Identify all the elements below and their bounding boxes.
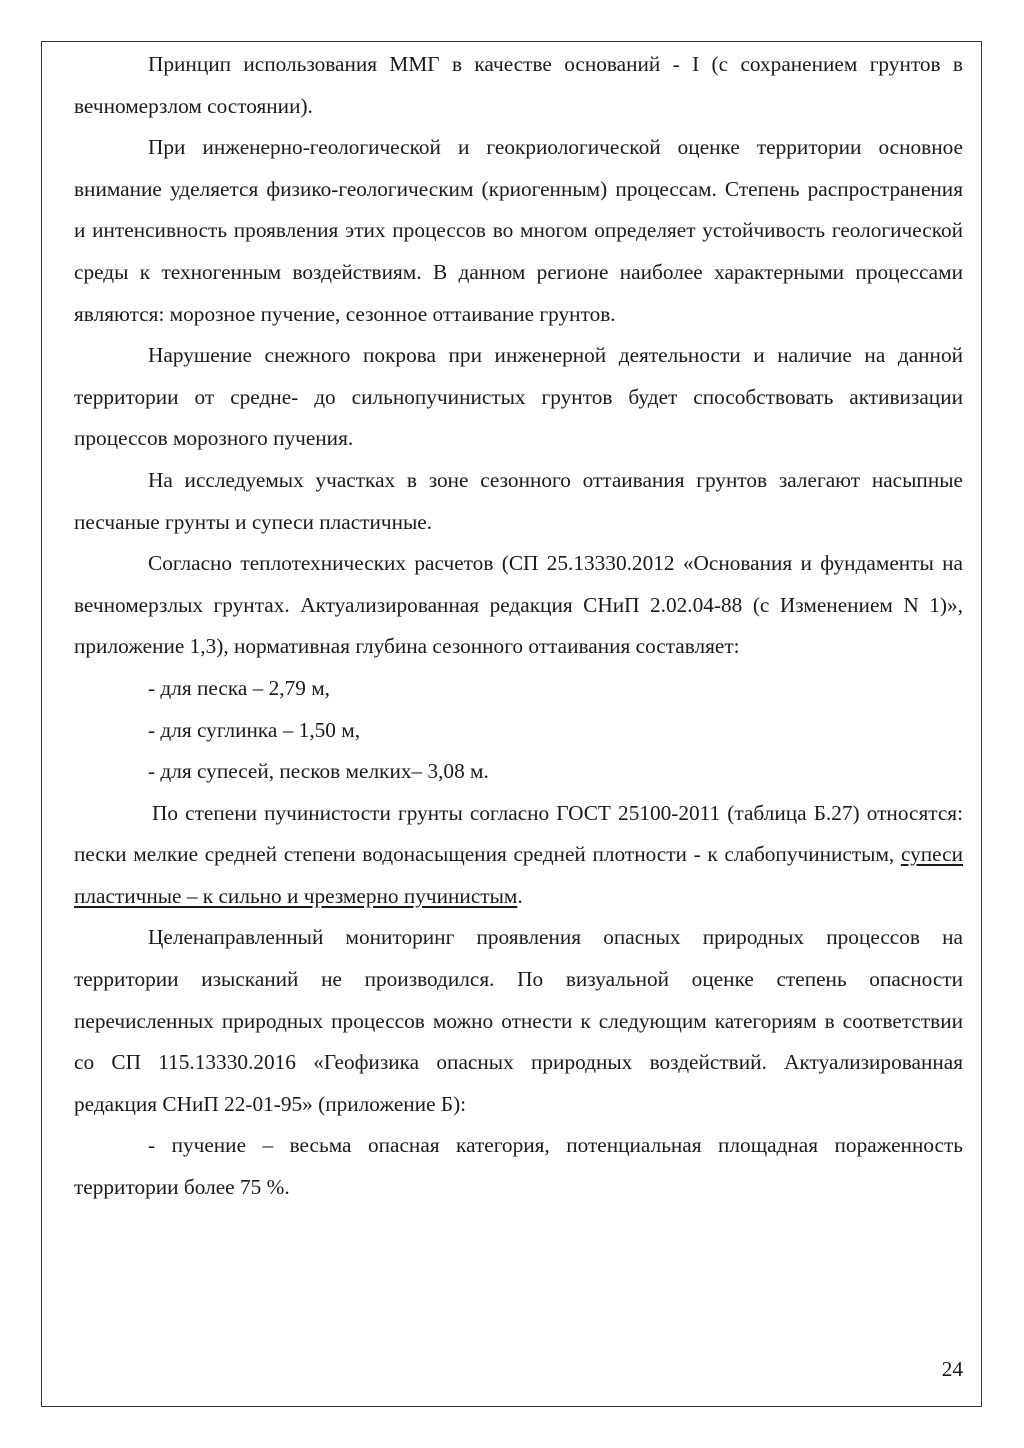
paragraph-heaving-classification <box>74 793 963 918</box>
paragraph-assessment: При инженерно-геологической и геокриологической оценке территории основное внимание уделяется физико-геологическим (криогенным) процессам. Степень распространения и интенсивность проявления этих процессов во многом определяет устойчивость геологической среды к техногенным воздействиям. В данном регионе наиболее характерными процессами являются: морозное пучение, сезонное оттаивание грунтов. <box>74 135 963 326</box>
list-item-sand: - для песка – 2,79 м, <box>148 675 331 700</box>
paragraph-thaw-calculation: Согласно теплотехнических расчетов (СП 25.13330.2012 «Основания и фундаменты на вечномерзлых грунтах. Актуализированная редакция СНиП 2.02.04-88 (с Изменением N 1)», приложение 1,3), нормативная глубина сезонного оттаивания составляет: <box>74 551 963 659</box>
heaving-text-end: . <box>517 883 523 908</box>
list-item-loam: - для суглинка – 1,50 м, <box>148 717 361 742</box>
list-item-sandy-loam: - для супесей, песков мелких– 3,08 м. <box>148 759 489 784</box>
paragraph-monitoring: Целенаправленный мониторинг проявления опасных природных процессов на территории изысканий не производился. По визуальной оценке степень опасности перечисленных природных процессов можно отнести к следующим категориям в соответствии со СП 115.13330.2016 «Геофизика опасных природных воздействий. Актуализированная редакция СНиП 22-01-95» (приложение Б): <box>74 925 963 1116</box>
page-number: 24 <box>941 1357 963 1381</box>
document-body <box>74 44 963 1209</box>
paragraph-study-areas: На исследуемых участках в зоне сезонного оттаивания грунтов залегают насыпные песчаные грунты и супеси пластичные. <box>74 467 963 534</box>
paragraph-heaving-category: - пучение – весьма опасная категория, потенциальная площадная пораженность территории более 75 %. <box>74 1133 963 1200</box>
paragraph-principle: Принцип использования ММГ в качестве оснований - I (с сохранением грунтов в вечномерзлом состоянии). <box>74 52 963 118</box>
paragraph-snow-cover: Нарушение снежного покрова при инженерной деятельности и наличие на данной территории от средне- до сильнопучинистых грунтов будет способствовать активизации процессов морозного пучения. <box>74 343 963 451</box>
underlined-heaving-text: супеси пластичные – к сильно и чрезмерно пучинистым <box>74 842 963 908</box>
heaving-text: По степени пучинистости грунты согласно ГОСТ 25100-2011 (таблица Б.27) относятся: пески мелкие средней степени водонасыщения средней плотности - к слабопучинистым, <box>74 800 963 867</box>
